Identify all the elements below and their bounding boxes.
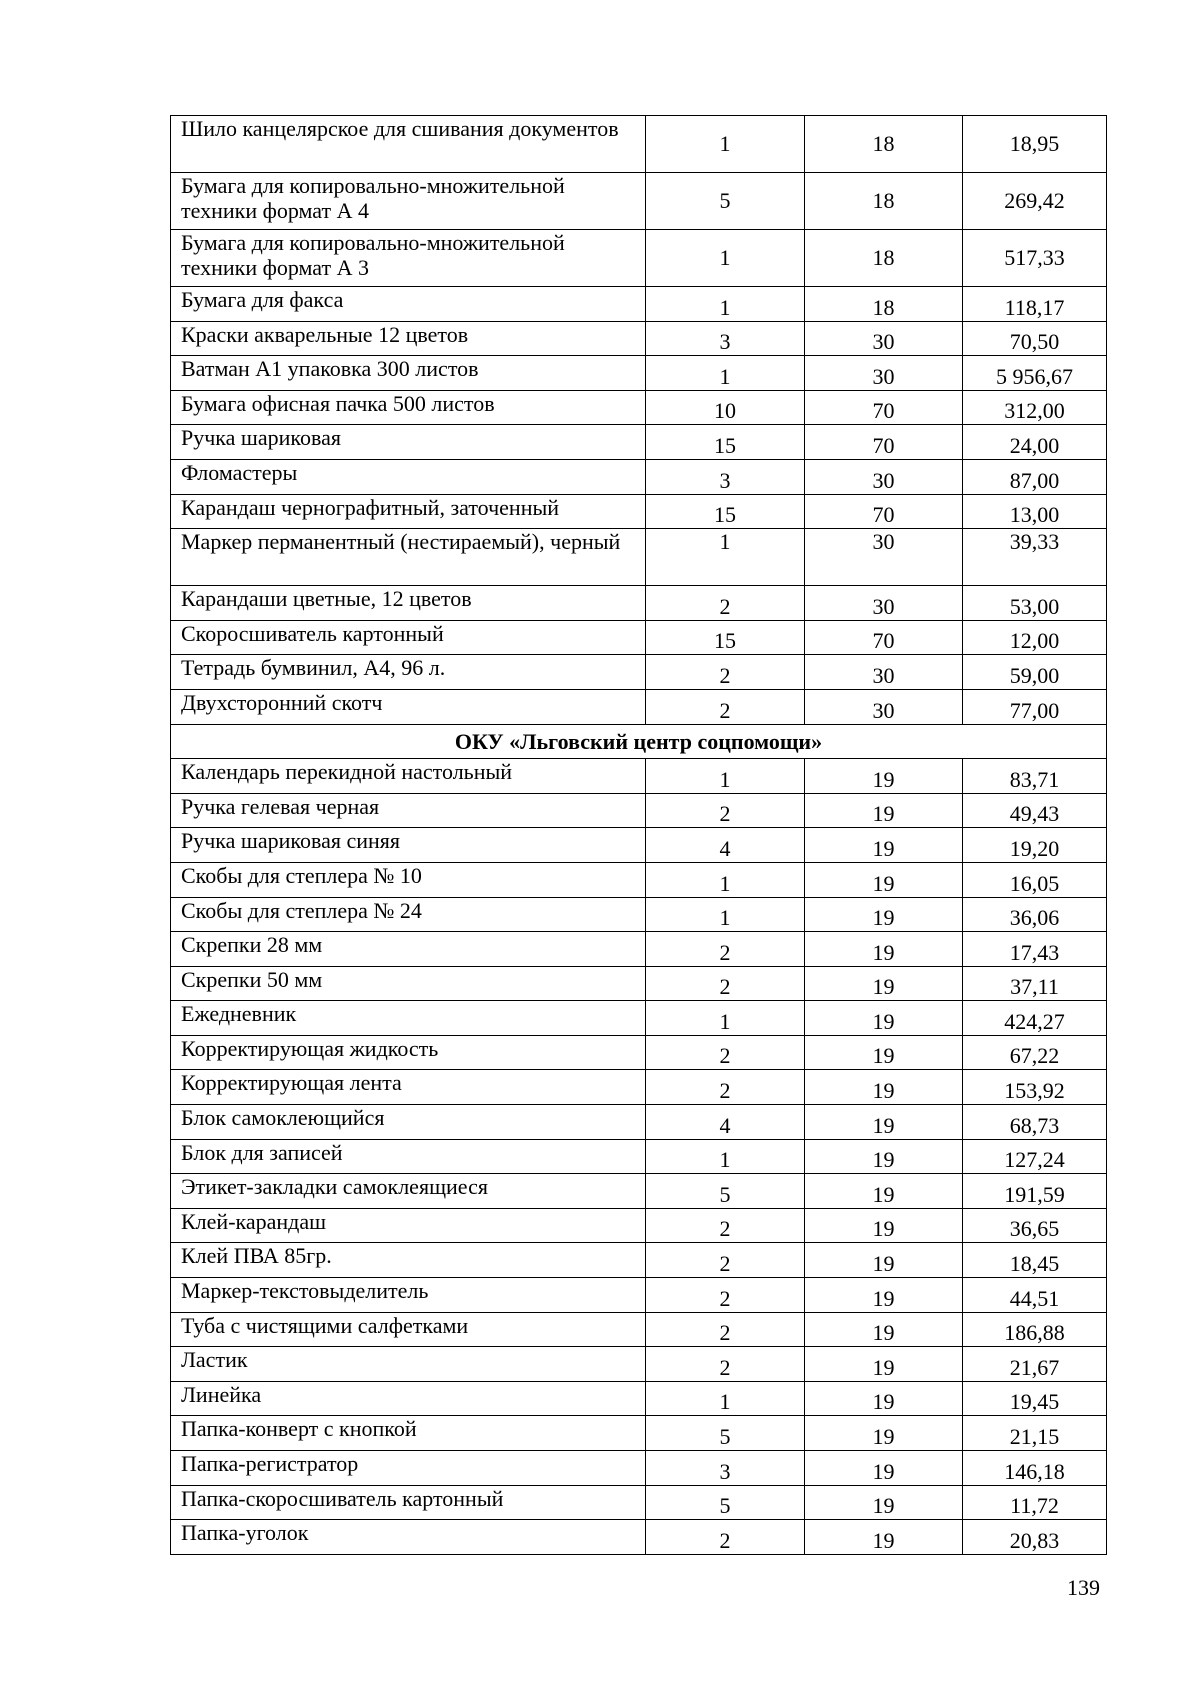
table-row: [171, 655, 1107, 690]
quantity-cell: 2: [646, 586, 805, 621]
quantity-cell: 2: [646, 1347, 805, 1382]
quantity-cell: 2: [646, 793, 805, 828]
price-cell: 59,00: [963, 655, 1107, 690]
table-row: [171, 287, 1107, 322]
table-body-part-1: [171, 116, 1107, 725]
item-name-cell: Туба с чистящими салфетками: [171, 1312, 646, 1347]
term-cell: 30: [805, 529, 963, 586]
price-cell: 13,00: [963, 494, 1107, 529]
price-cell: 269,42: [963, 173, 1107, 230]
term-cell: 19: [805, 1174, 963, 1209]
item-name-cell: Карандаши цветные, 12 цветов: [171, 586, 646, 621]
item-name-cell: Маркер перманентный (нестираемый), черный: [171, 529, 646, 586]
price-cell: 53,00: [963, 586, 1107, 621]
price-cell: 12,00: [963, 620, 1107, 655]
table-row: [171, 1070, 1107, 1105]
term-cell: 19: [805, 1208, 963, 1243]
term-cell: 30: [805, 689, 963, 724]
quantity-cell: 15: [646, 494, 805, 529]
quantity-cell: 1: [646, 356, 805, 391]
item-name-cell: Скоросшиватель картонный: [171, 620, 646, 655]
quantity-cell: 1: [646, 1001, 805, 1036]
term-cell: 19: [805, 1451, 963, 1486]
quantity-cell: 1: [646, 529, 805, 586]
quantity-cell: 4: [646, 828, 805, 863]
table-row: [171, 862, 1107, 897]
item-name-cell: Линейка: [171, 1381, 646, 1416]
page-number: 139: [1067, 1575, 1100, 1600]
table-section: [171, 724, 1107, 759]
item-name-cell: Папка-регистратор: [171, 1451, 646, 1486]
table-row: [171, 1416, 1107, 1451]
item-name-cell: Ручка гелевая черная: [171, 793, 646, 828]
table-row: [171, 1035, 1107, 1070]
quantity-cell: 2: [646, 1278, 805, 1313]
quantity-cell: 1: [646, 1381, 805, 1416]
price-cell: 19,45: [963, 1381, 1107, 1416]
price-cell: 11,72: [963, 1485, 1107, 1520]
item-name-cell: Фломастеры: [171, 459, 646, 494]
quantity-cell: 1: [646, 897, 805, 932]
price-cell: 83,71: [963, 759, 1107, 794]
quantity-cell: 4: [646, 1105, 805, 1140]
price-cell: 18,95: [963, 116, 1107, 173]
term-cell: 18: [805, 173, 963, 230]
quantity-cell: 3: [646, 1451, 805, 1486]
quantity-cell: 1: [646, 862, 805, 897]
price-cell: 21,15: [963, 1416, 1107, 1451]
item-name-cell: Скрепки 28 мм: [171, 932, 646, 967]
table-row: [171, 1485, 1107, 1520]
quantity-cell: 2: [646, 1243, 805, 1278]
item-name-cell: Карандаш чернографитный, заточенный: [171, 494, 646, 529]
quantity-cell: 5: [646, 1485, 805, 1520]
term-cell: 19: [805, 1416, 963, 1451]
section-title: ОКУ «Льговский центр соцпомощи»: [171, 724, 1107, 759]
table-row: [171, 425, 1107, 460]
term-cell: 19: [805, 1139, 963, 1174]
quantity-cell: 1: [646, 759, 805, 794]
term-cell: 19: [805, 759, 963, 794]
table-row: [171, 116, 1107, 173]
term-cell: 19: [805, 1381, 963, 1416]
table-row: [171, 1451, 1107, 1486]
term-cell: 18: [805, 287, 963, 322]
price-cell: 146,18: [963, 1451, 1107, 1486]
price-cell: 424,27: [963, 1001, 1107, 1036]
price-cell: 118,17: [963, 287, 1107, 322]
price-cell: 186,88: [963, 1312, 1107, 1347]
item-name-cell: Папка-уголок: [171, 1520, 646, 1555]
term-cell: 30: [805, 356, 963, 391]
price-cell: 44,51: [963, 1278, 1107, 1313]
table-row: [171, 793, 1107, 828]
item-name-cell: Этикет-закладки самоклеящиеся: [171, 1174, 646, 1209]
quantity-cell: 2: [646, 1070, 805, 1105]
term-cell: 19: [805, 1001, 963, 1036]
quantity-cell: 2: [646, 1035, 805, 1070]
term-cell: 18: [805, 230, 963, 287]
table-row: [171, 356, 1107, 391]
quantity-cell: 1: [646, 230, 805, 287]
term-cell: 70: [805, 390, 963, 425]
quantity-cell: 5: [646, 173, 805, 230]
price-cell: 67,22: [963, 1035, 1107, 1070]
quantity-cell: 2: [646, 966, 805, 1001]
term-cell: 19: [805, 932, 963, 967]
table-row: [171, 529, 1107, 586]
price-cell: 87,00: [963, 459, 1107, 494]
price-cell: 18,45: [963, 1243, 1107, 1278]
price-cell: 16,05: [963, 862, 1107, 897]
term-cell: 19: [805, 1243, 963, 1278]
item-name-cell: Ежедневник: [171, 1001, 646, 1036]
item-name-cell: Тетрадь бумвинил, А4, 96 л.: [171, 655, 646, 690]
term-cell: 18: [805, 116, 963, 173]
quantity-cell: 2: [646, 1208, 805, 1243]
item-name-cell: Блок для записей: [171, 1139, 646, 1174]
term-cell: 19: [805, 1035, 963, 1070]
table-row: [171, 1105, 1107, 1140]
quantity-cell: 2: [646, 689, 805, 724]
item-name-cell: Ручка шариковая синяя: [171, 828, 646, 863]
price-cell: 24,00: [963, 425, 1107, 460]
term-cell: 19: [805, 1347, 963, 1382]
table-row: [171, 459, 1107, 494]
term-cell: 19: [805, 828, 963, 863]
term-cell: 19: [805, 1070, 963, 1105]
price-table: [170, 115, 1107, 1555]
table-row: [171, 932, 1107, 967]
quantity-cell: 5: [646, 1174, 805, 1209]
table-row: [171, 1208, 1107, 1243]
quantity-cell: 2: [646, 655, 805, 690]
item-name-cell: Корректирующая лента: [171, 1070, 646, 1105]
item-name-cell: Ластик: [171, 1347, 646, 1382]
table-row: [171, 230, 1107, 287]
table-row: [171, 494, 1107, 529]
term-cell: 70: [805, 425, 963, 460]
item-name-cell: Календарь перекидной настольный: [171, 759, 646, 794]
table-row: [171, 1520, 1107, 1555]
quantity-cell: 1: [646, 116, 805, 173]
price-cell: 19,20: [963, 828, 1107, 863]
table-row: [171, 586, 1107, 621]
table-row: [171, 1001, 1107, 1036]
term-cell: 19: [805, 1105, 963, 1140]
item-name-cell: Краски акварельные 12 цветов: [171, 321, 646, 356]
item-name-cell: Двухсторонний скотч: [171, 689, 646, 724]
table-row: [171, 1381, 1107, 1416]
table-row: [171, 1139, 1107, 1174]
term-cell: 30: [805, 586, 963, 621]
item-name-cell: Бумага офисная пачка 500 листов: [171, 390, 646, 425]
quantity-cell: 2: [646, 1520, 805, 1555]
quantity-cell: 3: [646, 321, 805, 356]
item-name-cell: Клей-карандаш: [171, 1208, 646, 1243]
price-cell: 517,33: [963, 230, 1107, 287]
price-cell: 21,67: [963, 1347, 1107, 1382]
price-cell: 39,33: [963, 529, 1107, 586]
price-cell: 17,43: [963, 932, 1107, 967]
price-cell: 312,00: [963, 390, 1107, 425]
table-row: [171, 897, 1107, 932]
table-row: [171, 173, 1107, 230]
table-row: [171, 390, 1107, 425]
price-cell: 20,83: [963, 1520, 1107, 1555]
item-name-cell: Бумага для факса: [171, 287, 646, 322]
quantity-cell: 2: [646, 1312, 805, 1347]
item-name-cell: Скобы для степлера № 10: [171, 862, 646, 897]
price-cell: 77,00: [963, 689, 1107, 724]
quantity-cell: 10: [646, 390, 805, 425]
quantity-cell: 3: [646, 459, 805, 494]
term-cell: 30: [805, 655, 963, 690]
item-name-cell: Скобы для степлера № 24: [171, 897, 646, 932]
term-cell: 30: [805, 459, 963, 494]
table-row: [171, 759, 1107, 794]
price-cell: 70,50: [963, 321, 1107, 356]
term-cell: 70: [805, 494, 963, 529]
table-row: [171, 321, 1107, 356]
table-row: [171, 966, 1107, 1001]
section-row: [171, 724, 1107, 759]
term-cell: 19: [805, 1312, 963, 1347]
table-row: [171, 1347, 1107, 1382]
term-cell: 19: [805, 966, 963, 1001]
item-name-cell: Корректирующая жидкость: [171, 1035, 646, 1070]
quantity-cell: 2: [646, 932, 805, 967]
item-name-cell: Бумага для копировально-множительной техники формат А 3: [171, 230, 646, 287]
item-name-cell: Бумага для копировально-множительной техники формат А 4: [171, 173, 646, 230]
price-cell: 36,65: [963, 1208, 1107, 1243]
quantity-cell: 5: [646, 1416, 805, 1451]
table-row: [171, 1243, 1107, 1278]
price-cell: 37,11: [963, 966, 1107, 1001]
quantity-cell: 15: [646, 620, 805, 655]
term-cell: 70: [805, 620, 963, 655]
price-cell: 127,24: [963, 1139, 1107, 1174]
item-name-cell: Папка-скоросшиватель картонный: [171, 1485, 646, 1520]
table-row: [171, 620, 1107, 655]
table-row: [171, 828, 1107, 863]
quantity-cell: 15: [646, 425, 805, 460]
price-cell: 5 956,67: [963, 356, 1107, 391]
term-cell: 19: [805, 862, 963, 897]
quantity-cell: 1: [646, 1139, 805, 1174]
table-row: [171, 1278, 1107, 1313]
item-name-cell: Ватман А1 упаковка 300 листов: [171, 356, 646, 391]
item-name-cell: Маркер-текстовыделитель: [171, 1278, 646, 1313]
item-name-cell: Клей ПВА 85гр.: [171, 1243, 646, 1278]
term-cell: 19: [805, 1485, 963, 1520]
price-cell: 68,73: [963, 1105, 1107, 1140]
item-name-cell: Ручка шариковая: [171, 425, 646, 460]
item-name-cell: Скрепки 50 мм: [171, 966, 646, 1001]
table-body-part-2: [171, 759, 1107, 1555]
price-cell: 49,43: [963, 793, 1107, 828]
quantity-cell: 1: [646, 287, 805, 322]
term-cell: 19: [805, 793, 963, 828]
table-row: [171, 1312, 1107, 1347]
term-cell: 19: [805, 897, 963, 932]
term-cell: 19: [805, 1278, 963, 1313]
term-cell: 19: [805, 1520, 963, 1555]
table-row: [171, 1174, 1107, 1209]
item-name-cell: Папка-конверт с кнопкой: [171, 1416, 646, 1451]
term-cell: 30: [805, 321, 963, 356]
item-name-cell: Блок самоклеющийся: [171, 1105, 646, 1140]
price-cell: 191,59: [963, 1174, 1107, 1209]
item-name-cell: Шило канцелярское для сшивания документов: [171, 116, 646, 173]
price-cell: 36,06: [963, 897, 1107, 932]
price-cell: 153,92: [963, 1070, 1107, 1105]
table-row: [171, 689, 1107, 724]
